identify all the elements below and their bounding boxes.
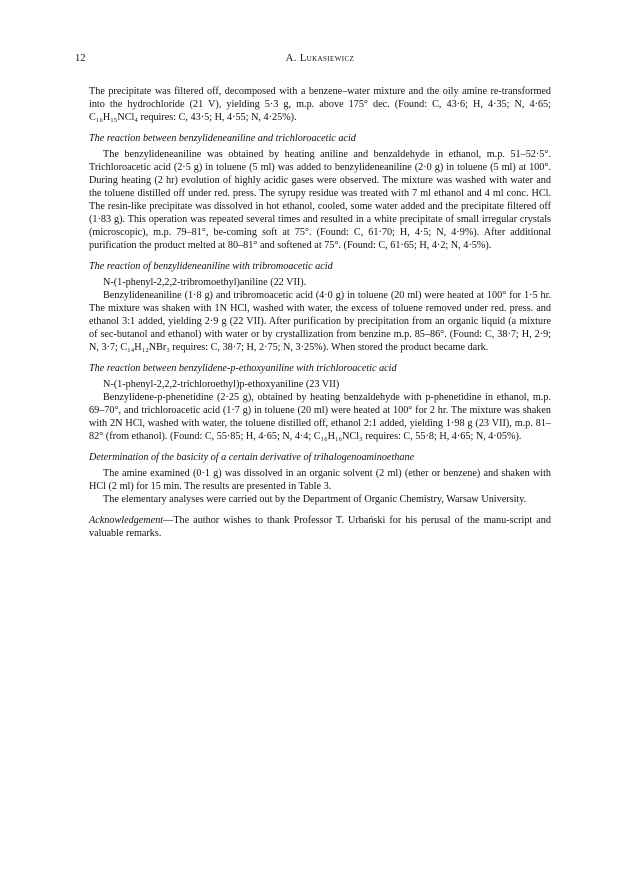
acknowledgement-text: —The author wishes to thank Professor T. Urbański for his perusal of the manu-script and valuable remarks. [89, 515, 551, 539]
page-number: 12 [75, 53, 86, 64]
section-basicity-determination [89, 451, 551, 506]
paper-page [75, 52, 551, 540]
section-heading: Determination of the basicity of a certain derivative of trihalogenoaminoethane [89, 452, 415, 463]
section-heading: The reaction of benzylideneaniline with tribromoacetic acid [89, 261, 333, 272]
section-heading: The reaction between benzylideneaniline and trichloroacetic acid [89, 133, 356, 144]
compound-name: N-(1-phenyl-2,2,2-tribromoethyl)aniline (22 VII). [103, 277, 307, 288]
acknowledgement-paragraph [89, 514, 551, 540]
section-ethoxyaniline-trichloroacetic [89, 362, 551, 443]
compound-name: N-(1-phenyl-2,2,2-trichloroethyl)p-ethoxyaniline (23 VII) [103, 379, 340, 390]
running-header [75, 52, 551, 66]
acknowledgement-label: Acknowledgement [89, 515, 164, 526]
body-paragraph: The elementary analyses were carried out by the Department of Organic Chemistry, Warsaw University. [103, 494, 527, 505]
section-benzylideneaniline-trichloroacetic [89, 132, 551, 252]
body-paragraph: The benzylideneaniline was obtained by heating aniline and benzaldehyde in ethanol, m.p. 51–52·5°. Trichloroacetic acid (2·5 g) in toluene (5 ml) was added to benzylideneaniline (2·0 g) in toluene (5 ml) at 100°. During heating (2 hr) evolution of highly acidic gases were observed. The mixture was washed with water and the toluene distilled off under red. press. The syrupy residue was treated with 7 ml ethanol and 4 ml conc. HCl. The resin-like precipitate was dissolved in hot ethanol, cooled, some water added and the precipitate filtered off (1·83 g). This operation was repeated several times and resulted in a white precipitate of small irregular crystals (microscopic), m.p. 79–81°, be-coming soft at 75°. (Found: C, 61·70; H, 4·5; N, 4·9%). After additional purification the product melted at 80–81° and softened at 75°. (Found: C, 61·65; H, 4·2; N, 4·5%). [89, 149, 551, 251]
section-heading: The reaction between benzylidene-p-ethoxyaniline with trichloroacetic acid [89, 363, 397, 374]
running-title: A. Lukasiewicz [285, 53, 355, 64]
intro-paragraph: The precipitate was filtered off, decomposed with a benzene–water mixture and the oily amine re-transformed into the hydrochloride (21 V), yielding 5·3 g, m.p. above 175° dec. (Found: C, 43·6; H, 4·35; N, 4·65; C₁₆H₁₅NCl₄ requires: C, 43·5; H, 4·55; N, 4·25%). [89, 86, 551, 123]
section-benzylideneaniline-tribromoacetic [89, 260, 551, 354]
body-paragraph: The amine examined (0·1 g) was dissolved in an organic solvent (2 ml) (ether or benzene) and shaken with HCl (2 ml) for 15 min. The results are presented in Table 3. [89, 468, 551, 492]
body-paragraph: Benzylideneaniline (1·8 g) and tribromoacetic acid (4·0 g) in toluene (20 ml) were heated at 100° for 1·5 hr. The mixture was shaken with 1N HCl, washed with water, the excess of toluene removed under red. press. and ethanol 3:1 added, yielding 2·9 g (22 VII). After purification by precipitation from an organic liquid (a mixture of sec-butanol and ethanol) with water or by crystallization from benzine m.p. 85–86°. (Found: C, 38·7; H, 2·9; N, 3·7; C₁₄H₁₂NBr₃ requires: C, 38·7; H, 2·75; N, 3·25%). When stored the product became dark. [89, 290, 551, 353]
body-paragraph: Benzylidene-p-phenetidine (2·25 g), obtained by heating benzaldehyde with p-phenetidine in ethanol, m.p. 69–70°, and trichloroacetic acid (1·7 g) in toluene (20 ml) were heated at 100° for 2 hr. The mixture was shaken with 2N HCl, washed with water, the toluene distilled off, ethanol 2:1 added, yielding 1·98 g (23 VII), m.p. 81–82° (from ethanol). (Found: C, 55·85; H, 4·65; N, 4·4; C₁₆H₁₆NCl₃ requires: C, 55·8; H, 4·65; N, 4·05%). [89, 392, 551, 442]
